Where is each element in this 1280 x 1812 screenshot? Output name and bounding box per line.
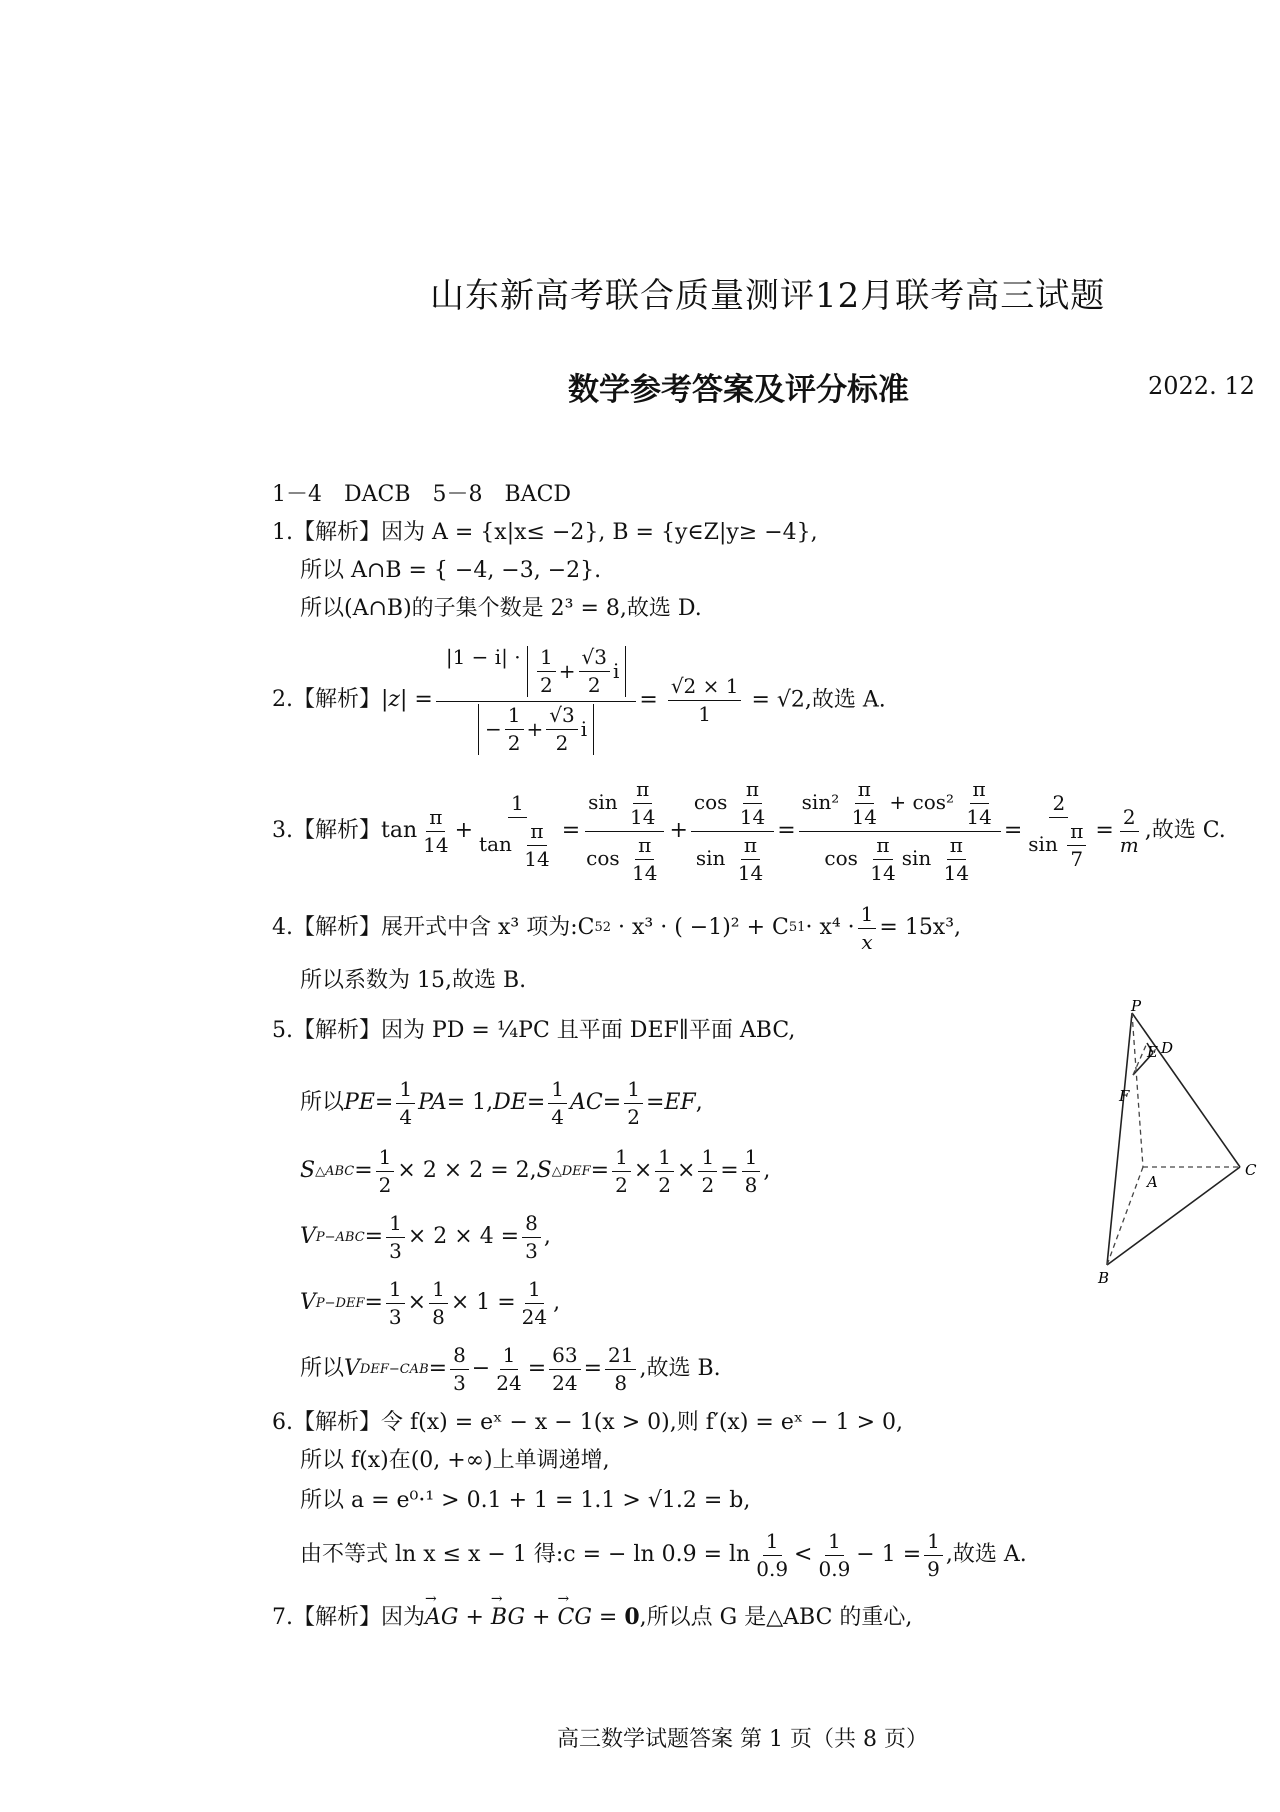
q7-label: 7.【解析】 [272, 1605, 381, 1630]
q2-den-half: $\frac{1}{2}$ [505, 704, 524, 755]
label-C: C [1245, 1161, 1257, 1179]
q3-tail: ,故选 C. [1144, 817, 1226, 843]
label-F: F [1119, 1087, 1130, 1105]
q3-frac-sum: sin² $\frac{\pi}{14}$ + cos² $\frac{\pi}{14}$ cos $\frac{\pi}{14}$ sin $\frac{\pi}{14}$ [799, 778, 1001, 885]
date-label: 2022. 12 [1148, 372, 1255, 400]
q2-lhs: |z| = [381, 686, 433, 712]
page-footer: 高三数学试题答案 第 1 页（共 8 页） [557, 1727, 928, 1752]
q1-line-2: 所以 A∩B = { −4, −3, −2}. [300, 558, 602, 583]
q3-label: 3.【解析】 [272, 817, 381, 843]
q5-line-1 [272, 1018, 795, 1044]
q2-frac-root3: $\frac{√3}{2}$ [579, 646, 610, 697]
q3-frac-m: $\frac{2}{m}$ [1119, 804, 1139, 857]
q2-num-text: |1 − i| · [445, 644, 521, 669]
q5-line-4: V P−ABC = $\frac{1}{3}$ × 2 × 4 = $\frac{8}{3}$ , [300, 1211, 551, 1263]
q5-tail: ,故选 B. [639, 1356, 721, 1382]
q2-numerator [436, 646, 637, 702]
q1-text-1: 因为 A = {x|x≤ −2}, B = {y∈Z|y≥ −4}, [381, 520, 818, 545]
q4-text: 展开式中含 x³ 项为:C [381, 914, 595, 940]
page-title: 山东新高考联合质量测评12月联考高三试题 [430, 276, 1106, 316]
q2-frac-half: $\frac{1}{2}$ [537, 646, 556, 697]
q6-line-4: 由不等式 ln x ≤ x − 1 得:c = − ln 0.9 = ln $\frac{1}{0.9}$ < $\frac{1}{0.9}$ − 1 = $\frac{1}{9}$ ,故选 A. [300, 1529, 1027, 1581]
answers-summary: 1－4 DACB 5－8 BACD [272, 482, 572, 507]
label-B: B [1098, 1269, 1110, 1285]
q3-frac-sincos: sin $\frac{\pi}{14}$ cos $\frac{\pi}{14}$ [583, 778, 666, 885]
q5-line-5: V P−DEF = $\frac{1}{3}$ × $\frac{1}{8}$ × 1 = $\frac{1}{24}$ , [300, 1277, 561, 1329]
label-D: D [1161, 1039, 1174, 1057]
q6-tail: ,故选 A. [945, 1542, 1027, 1568]
q6-line-1 [272, 1410, 903, 1436]
q2-den-abs: − $\frac{1}{2}$ + $\frac{√3}{2}$ i [478, 704, 594, 755]
q3-frac-cossin: cos $\frac{\pi}{14}$ sin $\frac{\pi}{14}$ [691, 778, 774, 885]
q5-text-1: 因为 PD = ¼PC 且平面 DEF∥平面 ABC, [381, 1018, 796, 1043]
q1-label: 1.【解析】 [272, 520, 381, 545]
q2-line [272, 640, 886, 760]
q3-frac-two: 2 sin $\frac{\pi}{7}$ [1025, 792, 1092, 871]
label-P: P [1131, 997, 1142, 1015]
q6-text-1: 令 f(x) = eˣ − x − 1(x > 0),则 f′(x) = eˣ − 1 > 0, [381, 1410, 903, 1435]
q2-den-root3: $\frac{√3}{2}$ [546, 704, 577, 755]
q6-label: 6.【解析】 [272, 1410, 381, 1435]
q5-line-2: 所以 PE = $\frac{1}{4}$ PA = 1, DE = $\frac{1}{4}$ AC = $\frac{1}{2}$ = EF , [300, 1077, 703, 1129]
label-A: A [1147, 1173, 1158, 1191]
q6-text-4: 由不等式 ln x ≤ x − 1 得:c = − ln 0.9 = ln [300, 1542, 751, 1568]
pyramid-figure [1095, 995, 1265, 1285]
q4-label: 4.【解析】 [272, 914, 381, 940]
q2-label: 2.【解析】 [272, 686, 381, 712]
q6-line-3: 所以 a = e⁰·¹ > 0.1 + 1 = 1.1 > √1.2 = b, [300, 1488, 751, 1513]
q1-line-1 [272, 520, 818, 546]
q5-line-3: S △ABC = $\frac{1}{2}$ × 2 × 2 = 2, S △DEF = $\frac{1}{2}$ × $\frac{1}{2}$ × $\frac{1}{2}$ = $\frac{1}{8}$ , [300, 1145, 771, 1197]
page-subtitle: 数学参考答案及评分标准 [568, 372, 909, 408]
q2-denominator [475, 702, 597, 755]
q4-line-2: 所以系数为 15,故选 B. [300, 968, 527, 993]
q2-num-abs: $\frac{1}{2}$ + $\frac{√3}{2}$ i [527, 646, 626, 697]
q4-line-1: 4.【解析】 展开式中含 x³ 项为:C 5 2 · x³ · ( −1)² + C 5 1 · x⁴ · $\frac{1}{x}$ = 15x³, [272, 901, 962, 954]
q1-line-3: 所以(A∩B)的子集个数是 2³ = 8,故选 D. [300, 596, 702, 621]
q2-fraction [436, 646, 637, 755]
q7-line-1: 7.【解析】因为→ AG + → BG + → CG = 0,所以点 G 是△ABC 的重心, [272, 1604, 912, 1631]
q5-line-6: 所以 V DEF−CAB = $\frac{8}{3}$ − $\frac{1}{24}$ = $\frac{63}{24}$ = $\frac{21}{8}$ ,故选 B. [300, 1343, 721, 1395]
q3-frac-pi14: $\frac{\pi}{14}$ [423, 804, 449, 857]
q5-label: 5.【解析】 [272, 1018, 381, 1043]
q7-text-1: 所以点 G 是△ABC 的重心, [646, 1605, 913, 1630]
q3-line: 3.【解析】 tan $\frac{\pi}{14}$ + 1 tan $\frac{\pi}{14}$ = sin $\frac{\pi}{14}$ cos $\frac{\pi}{14}$ + cos $\frac{\pi}{14}$ sin $\frac{\pi}{14}$ = sin² $\frac{\pi}{14}$ + cos² $\frac{\pi}{14}$ cos $\frac{\pi}{14}$ sin $\frac{\pi}{14}$ = 2 sin $\frac{\pi}{7}$ = $\frac{2}{m}$ ,故选 C. [272, 776, 1226, 885]
q2-frac-result: $\frac{√2 \times 1}{1}$ [668, 675, 742, 726]
q6-line-2: 所以 f(x)在(0, +∞)上单调递增, [300, 1448, 610, 1473]
q2-rhs: = $\frac{√2 \times 1}{1}$ = √2,故选 A. [639, 673, 886, 726]
q3-frac-recip: 1 tan $\frac{\pi}{14}$ [479, 790, 550, 871]
q4-frac-x: $\frac{1}{x}$ [858, 903, 877, 954]
label-E: E [1147, 1043, 1158, 1061]
q3-tan: tan [381, 817, 418, 843]
